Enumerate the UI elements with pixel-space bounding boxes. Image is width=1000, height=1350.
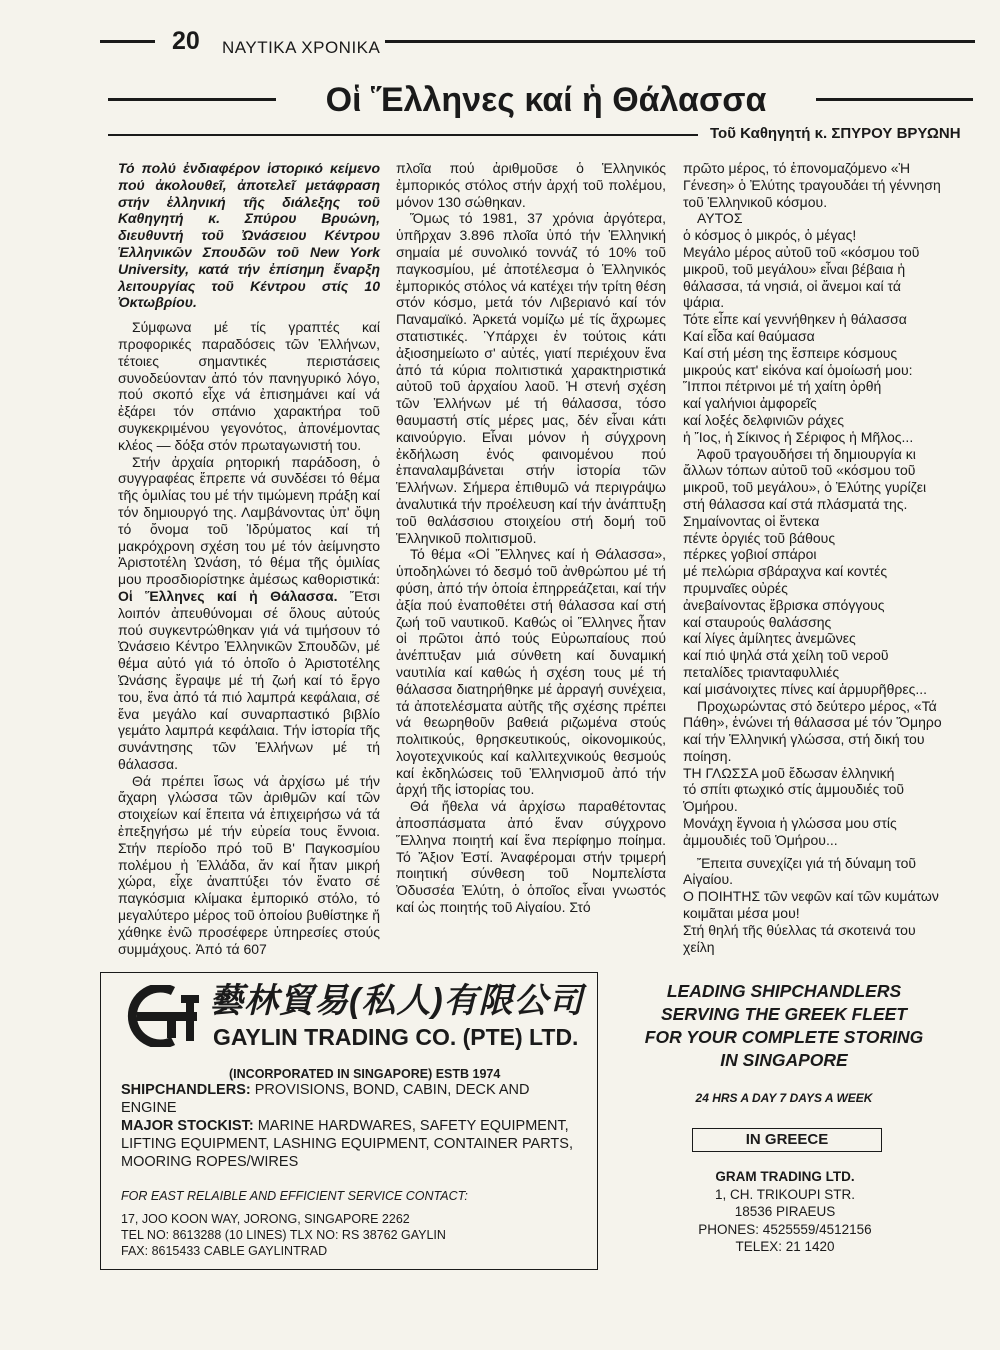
article-column-1	[118, 160, 380, 957]
poem-excerpt-4	[683, 888, 945, 955]
agent-phones: PHONES: 4525559/4512156	[698, 1221, 872, 1237]
article-column-3	[683, 160, 945, 955]
title-rule-right	[816, 98, 973, 101]
paragraph: Ἀφοῦ τραγουδήσει τή δημιουργία κι ἄλλων τόπων αὐτοῦ τοῦ «κόσμου τοῦ μικροῦ, τοῦ μεγάλου», ὁ Ἐλύτης γυρίζει στή θάλασσα καί στά πλάσματά της.	[683, 445, 927, 512]
incorporation-line: (INCORPORATED IN SINGAPORE) ESTB 1974	[229, 1067, 501, 1081]
paragraph: Προχωρώντας στό δεύτερο μέρος, «Τά Πάθη», ἑνώνει τή θάλασσα μέ τόν Ὅμηρο καί τήν Ἑλληνική γλώσσα, στή δική του ποίηση.	[683, 697, 942, 764]
poem-line: Μεγάλο μέρος αὐτοῦ τοῦ «κόσμου τοῦ μικροῦ, τοῦ μεγάλου» εἶναι βέβαια ἡ θάλασσα, τά νησιά, οἱ ἄνεμοι καί τά ψάρια.	[683, 243, 920, 311]
article-intro: Τό πολύ ἐνδιαφέρον ἱστορικό κείμενο πού ἀκολουθεῖ, ἀποτελεῖ μετάφραση στήν ἑλληνική τῆς διάλεξης τοῦ Καθηγητή κ. Σπύρου Βρυώνη, διευθυντή τοῦ Ὠνάσειου Κέντρου Ἑλληνικῶν Σπουδῶν τοῦ New York University, κατά τήν ἐπίσημη ἔναρξη λειτουργίας τοῦ Κέντρου στίς 10 Ὀκτωβρίου.	[118, 160, 380, 311]
greek-agent-block	[630, 1168, 940, 1256]
shipchandlers-label: SHIPCHANDLERS:	[121, 1082, 251, 1098]
services-list	[121, 1081, 581, 1171]
paragraph: πρῶτο μέρος, τό ἐπονομαζόμενο «Ἡ Γένεση» ὁ Ἐλύτης τραγουδάει τή γέννηση τοῦ Ἑλληνικοῦ κόσμου.	[683, 160, 941, 210]
header-rule-right	[385, 40, 975, 43]
agent-address-2: 18536 PIRAEUS	[734, 1204, 836, 1219]
gaylin-logo-icon	[123, 985, 201, 1047]
title-rule-left	[108, 98, 276, 101]
in-greece-label: IN GREECE	[692, 1128, 882, 1152]
poem-excerpt-3	[683, 765, 945, 849]
poem-line: Ο ΠΟΙΗΤΗΣ τῶν νεφῶν καί τῶν κυμάτων κοιμᾶται μέσα μου!	[683, 888, 939, 922]
paragraph: Ἔπειτα συνεχίζει γιά τή δύναμη τοῦ Αἰγαίου.	[683, 854, 917, 888]
article-byline: Τοῦ Καθηγητή κ. ΣΠΥΡΟΥ ΒΡΥΩΝΗ	[710, 125, 961, 142]
poem-line: καί πιό ψηλά στά χείλη τοῦ νεροῦ	[683, 647, 889, 664]
poem-line: καί μισάνοιχτες πίνες καί ἁρμυρῆθρες...	[683, 680, 927, 697]
slogan-line: FOR YOUR COMPLETE STORING	[644, 1027, 924, 1047]
stockist-line-2: LIFTING EQUIPMENT, LASHING EQUIPMENT, CONTAINER PARTS, MOORING ROPES/WIRES	[121, 1136, 573, 1170]
chinese-company-name: 藝林貿易(私人)有限公司	[209, 982, 584, 1020]
poem-line: Τότε εἶπε καί γεννήθηκεν ἡ θάλασσα	[683, 311, 907, 328]
agent-name: GRAM TRADING LTD.	[715, 1169, 855, 1184]
stockist-text: MARINE HARDWARES, SAFETY EQUIPMENT,	[257, 1118, 569, 1134]
paragraph-text: Στήν ἀρχαία ρητορική παράδοση, ὁ συγγραφέας ἔπρεπε νά συνδέσει τό θέμα τῆς ὁμιλίας του μέ τήν τιμώμενη πράξη καί τόν δημιουργό της. Λαμβάνοντας ὑπ' ὄψη τό ὄνομα τοῦ Ἱδρύματος καί τή μακρόχρονη σχέση του μέ τόν ἀείμνηστο Ἀριστοτέλη Ὠνάση, τό θέμα τῆς ὁμιλίας μου προσδιορίστηκε ἀμέσως καθοριστικά:	[118, 453, 380, 588]
page-number: 20	[172, 27, 200, 55]
poem-line: Καί εἶδα καί θαύμασα	[683, 327, 815, 344]
slogan-line: SERVING THE GREEK FLEET	[661, 1004, 907, 1024]
slogan-line: LEADING SHIPCHANDLERS	[666, 981, 902, 1001]
poem-line: Ἵπποι πέτρινοι μέ τή χαίτη ὀρθή	[683, 378, 882, 395]
paragraph: Θά πρέπει ἴσως νά ἀρχίσω μέ τήν ἄχαρη γλώσσα τῶν ἀριθμῶν καί τῶν στοιχείων καί ἔπειτα νά ἐπιχειρήσω νά τά ἐπεξηγήσω μέ τήν εὐρεία τους ἔννοια. Στήν περίοδο πρό τοῦ Β' Παγκοσμίου πολέμου ἡ Ἑλλάδα, ἄν καί ἦταν μικρή χώρα, εἶχε ἀναπτύξει τόν ἔνατο σέ παγκόσμια κλίμακα ἐμπορικό στόλο, τό μεγαλύτερο μέρος τοῦ ὁποίου βυθίστηκε ἤ χάθηκε ἐνῶ προσέφερε ὑπηρεσίες στούς συμμάχους. Ἀπό τά 607	[118, 772, 380, 957]
paragraph: Ὅμως τό 1981, 37 χρόνια ἀργότερα, ὑπῆρχαν 3.896 πλοῖα ὑπό τήν Ἑλληνική σημαία μέ συνολικό τοννάζ τό 10% τοῦ παγκοσμίου, μέ ἀποτέλεσμα ὁ Ἑλληνικός ἐμπορικός στόλος νά κατέχει τήν τρίτη θέση στόν κόσμο, μετά τόν Λιβεριανό καί τόν Παναμαϊκό. Ἀρκετά νομίζω μέ τίς ἄχρωμες στατιστικές. Ὑπάρχει ἐν τούτοις κάτι ἀξιοσημείωτο σ' αὐτές, γιατί περιέχουν ἕνα ἀπό τά κύρια πολιτιστικά χαρακτηριστικά αὐτοῦ τοῦ ἀρχαίου λαοῦ. Ἡ στενή σχέση τῶν Ἑλλήνων μέ τή θάλασσα, τόσο θαυμαστή στίς μέρες μας, δέν εἶναι κάτι καινούργιο. Εἶναι μόνον ἡ σύγχρονη ἐκδήλωση ἑνός φαινομένου πού ἐπαναλαμβάνεται στήν ἱστορία τῶν Ἑλλήνων. Σήμερα ἐπιθυμῶ νά περιγράψω ἀναλυτικά τήν προέλευση καί τήν ἀνάπτυξη τοῦ θαλάσσιου στοιχείου στή δομή τοῦ Ἑλληνικοῦ πολιτισμοῦ.	[396, 210, 666, 546]
title-block	[108, 78, 973, 122]
poem-excerpt-2	[683, 513, 945, 698]
poem-excerpt-1	[683, 210, 945, 445]
poem-line: καί σταυρούς θαλάσσης	[683, 613, 832, 630]
publication-name: ΝΑΥΤΙΚΑ ΧΡΟΝΙΚΑ	[222, 38, 381, 57]
poem-line: ΑΥΤΟΣ	[697, 210, 743, 227]
paragraph: Τό θέμα «Οἱ Ἕλληνες καί ἡ Θάλασσα», ὑποδηλώνει τό δεσμό τοῦ ἀνθρώπου μέ τή φύση, ἀπό τήν ὁποία ἐπηρρεάζεται, καί τήν ἀξία πού ἐναποθέτει στή θάλασσα καί στή ζωή τοῦ ναυτικοῦ. Καθώς οἱ Ἕλληνες ἦταν οἱ πρῶτοι ἀπό τούς Εὐρωπαίους πού ἀνέπτυξαν μιά σύνθετη καί δυναμική ναυτιλία καί καθώς ἡ σχέση τους μέ τή θάλασσα διατηρήθηκε μέ ἀρραγή συνέχεια, τά ἀποτελέσματα αὐτῆς τῆς σχέσης πρέπει νά θεωρηθοῦν βαθειά ριζωμένα στούς πολιτικούς, θρησκευτικούς, οἰκονομικούς, λογοτεχνικούς καί καλλιτεχνικούς θεσμούς καί ἐκδηλώσεις τοῦ Ἑλληνισμοῦ ἀπό τήν ἀρχή τῆς ἱστορίας του.	[396, 546, 666, 798]
paragraph: Θά ἤθελα νά ἀρχίσω παραθέτοντας ἀποσπάσματα ἀπό ἕναν σύγχρονο Ἕλληνα ποιητή καί ἕνα περίφημο ποίημα. Τό Ἄξιον Ἐστί. Ἀναφέρομαι στήν τριμερή ποιητική σύνθεση τοῦ Νομπελίστα Ὀδυσσέα Ἐλύτη, ὁ ὁποῖος εἶναι γνωστός καί ὡς ποιητής τοῦ Αἰγαίου. Στό	[396, 798, 666, 916]
poem-line: Μονάχη ἔγνοια ἡ γλώσσα μου στίς ἀμμουδιές τοῦ Ὁμήρου...	[683, 815, 897, 848]
poem-line: Στή θηλή τῆς θύελλας τά σκοτεινά του χείλη	[683, 921, 916, 955]
company-name: GAYLIN TRADING CO. (PTE) LTD.	[213, 1024, 579, 1050]
shipchandlers-line	[121, 1081, 581, 1117]
poem-line: Καί στή μέση της ἔσπειρε κόσμους μικρούς κατ' εἰκόνα καί ὁμοίωσή μου:	[683, 344, 913, 378]
article-column-2	[396, 160, 666, 916]
hours-line: 24 HRS A DAY 7 DAYS A WEEK	[695, 1091, 873, 1105]
bold-topic: Οἱ Ἕλληνες καί ἡ Θάλασσα.	[118, 587, 338, 604]
byline-rule	[108, 134, 698, 136]
poem-line: ἀνεβαίνοντας ἔβρισκα σπόγγους	[683, 596, 885, 613]
paragraph: πλοῖα πού ἀριθμοῦσε ὁ Ἑλληνικός ἐμπορικός στόλος στήν ἀρχή τοῦ πολέμου, μόνον 130 σώθηκαν.	[396, 160, 666, 210]
address-block	[121, 1211, 446, 1259]
poem-line: πέντε ὀργιές τοῦ βάθους	[683, 529, 836, 546]
ad-slogan-block	[608, 980, 960, 1106]
article-title: Οἱ Ἕλληνες καί ἡ Θάλασσα	[325, 81, 767, 119]
gaylin-advertisement	[100, 972, 598, 1270]
poem-line: Σημαίνοντας οἱ ἔντεκα	[683, 512, 820, 529]
poem-line: καί λοξές δελφινιῶν ράχες	[683, 411, 844, 428]
paragraph	[118, 454, 380, 773]
stockist-line	[121, 1117, 581, 1135]
stockist-label: MAJOR STOCKIST:	[121, 1118, 254, 1134]
poem-line: πεταλίδες τριανταφυλλιές	[683, 663, 840, 680]
shipchandlers-text: PROVISIONS, BOND, CABIN, DECK AND ENGINE	[121, 1082, 530, 1116]
slogan-line: IN SINGAPORE	[720, 1050, 848, 1070]
agent-telex: TELEX: 21 1420	[735, 1239, 835, 1254]
poem-line: ΤΗ ΓΛΩΣΣΑ μοῦ ἔδωσαν ἑλληνική	[683, 764, 895, 781]
header-rule-left	[100, 40, 155, 43]
address-line: 17, JOO KOON WAY, JORONG, SINGAPORE 2262	[121, 1212, 410, 1226]
poem-line: καί λίγες ἀμίλητες ἀνεμῶνες	[683, 630, 856, 647]
poem-line: καί γαλήνιοι ἀμφορεῖς	[683, 395, 817, 412]
contact-line: FOR EAST RELAIBLE AND EFFICIENT SERVICE CONTACT:	[121, 1189, 468, 1203]
telephone-line: TEL NO: 8613288 (10 LINES) TLX NO: RS 38762 GAYLIN	[121, 1228, 446, 1242]
paragraph: Σύμφωνα μέ τίς γραπτές καί προφορικές παραδόσεις τῶν Ἑλλήνων, τέτοιες σημαντικές περιστάσεις συνοδεύονταν ἀπό τόν πανηγυρικό λόγο, πού σκοπό εἶχε νά ἐπισημάνει καί νά ἐξάρει τόν σπάνιο χαρακτήρα τοῦ συγκεκριμένου γεγονότος, ἀπονέμοντας κλέος — δόξα στόν πρωταγωνιστή του.	[118, 319, 380, 453]
agent-address-1: 1, CH. TRIKOUPI STR.	[714, 1186, 856, 1202]
poem-line: τό σπίτι φτωχικό στίς ἀμμουδιές τοῦ Ὁμήρου.	[683, 781, 905, 815]
paragraph-text: Ἔτσι λοιπόν ἀπευθύνομαι σέ ὅλους αὐτούς πού συγκεντρώθηκαν γιά νά τιμήσουν τό Ὠνάσειο Κέντρο Ἑλληνικῶν Σπουδῶν, μέ θέμα αὐτό γιά τό ὁποῖο ὁ Ἀριστοτέλης Ὠνάσης ἔγραψε μέ τή ζωή καί τό ἔργο του, ἕνα ἀπό τά πιό λαμπρά κεφάλαια, σέ ἕνα μεγάλο καί συναρπαστικό βιβλίο γεμάτο λαμπρά κεφάλαια. Τήν ἱστορία τῆς συνάντησης τῶν Ἑλλήνων μέ τή θάλασσα.	[118, 587, 380, 772]
poem-line: ὁ κόσμος ὁ μικρός, ὁ μέγας!	[683, 227, 857, 244]
fax-line: FAX: 8615433 CABLE GAYLINTRAD	[121, 1244, 328, 1258]
poem-line: πέρκες γοβιοί σπάροι	[683, 546, 817, 563]
poem-line: μέ πελώρια σβάραχνα καί κοντές πρυμναῖες οὐρές	[683, 563, 888, 596]
poem-line: ἡ Ἴος, ἡ Σίκινος ἡ Σέριφος ἡ Μῆλος...	[683, 428, 914, 445]
